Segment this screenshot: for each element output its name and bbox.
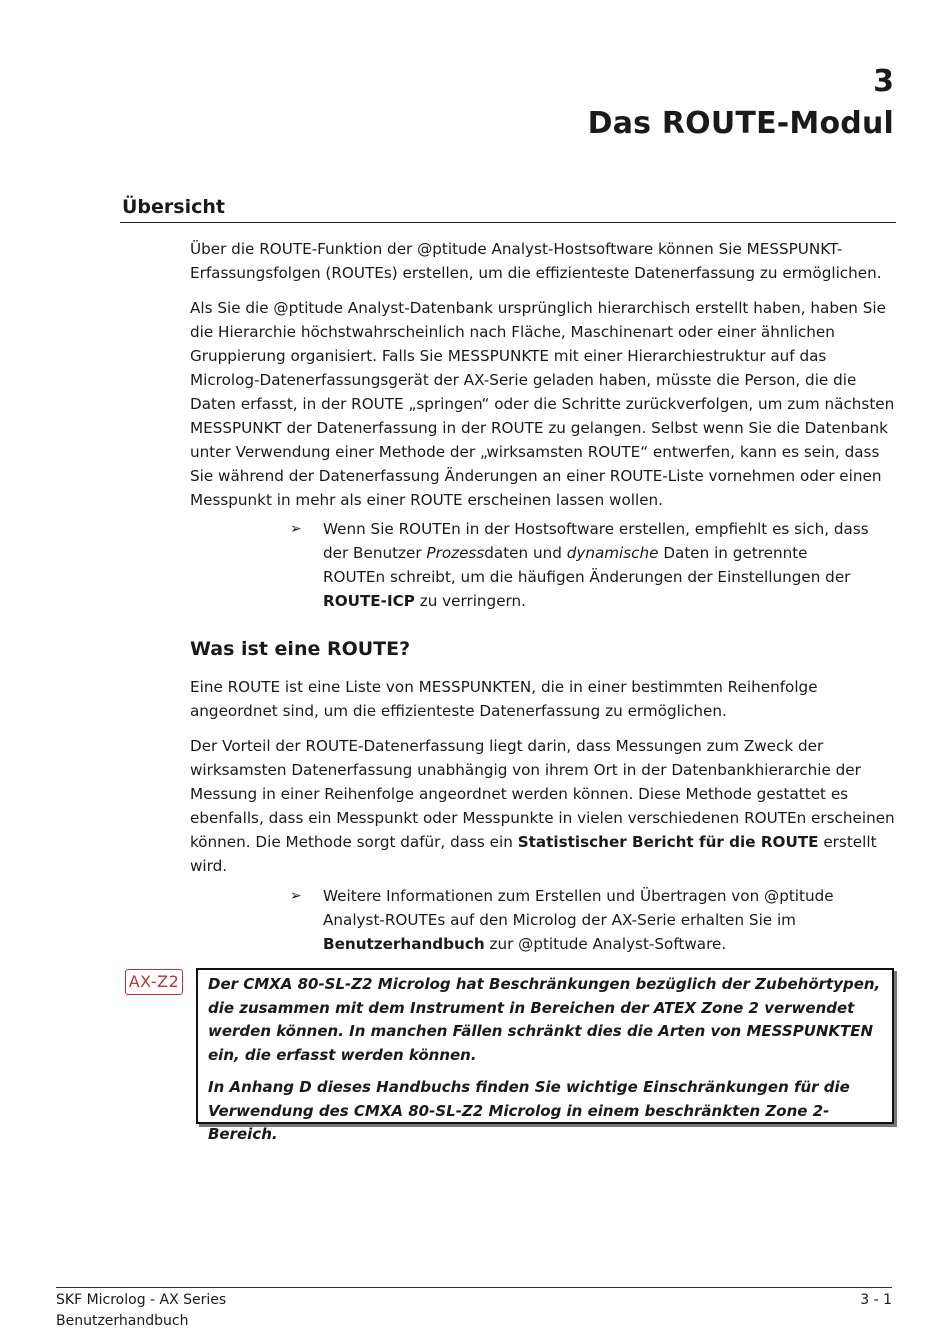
italic-term-dynamic: dynamische <box>566 544 659 562</box>
text-run: Der Vorteil der ROUTE-Datenerfassung liegt darin, dass Messungen zum Zweck der wirksamsten Datenerfassung unabhängig von ihrem Ort in der Datenbankhierarchie der Messung in einer Reihenfolge angeordnet werden können. Diese Methode gestattet es ebenfalls, dass ein Messpunkt oder Messpunkte in vielen verschiedenen ROUTEn erscheinen können. Die Methode sorgt dafür, dass ein <box>190 737 895 851</box>
chapter-title: Das ROUTE-Modul <box>587 106 894 141</box>
footer-divider <box>56 1287 892 1288</box>
text-run: zur @ptitude Analyst-Software. <box>484 935 727 953</box>
bullet-tip-1 <box>290 517 870 613</box>
text-run: erstellt wird. <box>190 833 877 875</box>
subheading-what-is-route: Was ist eine ROUTE? <box>190 638 411 660</box>
bold-term-route-icp: ROUTE-ICP <box>323 592 415 610</box>
bullet-tip-2 <box>290 884 870 956</box>
overview-paragraph-1 <box>190 237 896 285</box>
text-run: Weitere Informationen zum Erstellen und Übertragen von @ptitude Analyst-ROUTEs auf den Microlog der AX-Serie erhalten Sie im <box>323 887 834 929</box>
text-run: Daten in getrennte ROUTEn schreibt, um die häufigen Änderungen der Einstellungen der <box>323 544 851 586</box>
bold-term-user-manual: Benutzerhandbuch <box>323 935 485 953</box>
text-run: zu verringern. <box>414 592 526 610</box>
route-paragraph-2 <box>190 734 896 878</box>
footer-product: SKF Microlog - AX Series <box>56 1292 227 1308</box>
page-number: 3 - 1 <box>860 1292 892 1308</box>
note-text <box>208 973 884 1156</box>
italic-term-process: Prozess <box>426 544 485 562</box>
bullet-text <box>323 517 870 613</box>
chapter-number: 3 <box>873 64 894 99</box>
paragraph-text <box>190 734 896 878</box>
section-title: Übersicht <box>122 196 225 218</box>
text-run: daten und <box>484 544 567 562</box>
route-paragraph-1 <box>190 675 896 723</box>
note-paragraph-2: In Anhang D dieses Handbuchs finden Sie wichtige Einschränkungen für die Verwendung des CMXA 80-SL-Z2 Microlog in einem beschränkten Zone 2-Bereich. <box>208 1078 850 1143</box>
paragraph-text: Eine ROUTE ist eine Liste von MESSPUNKTEN, die in einer bestimmten Reihenfolge angeordnet sind, um die effizienteste Datenerfassung zu ermöglichen. <box>190 678 818 720</box>
arrow-bullet-icon: ➢ <box>290 521 302 537</box>
arrow-bullet-icon: ➢ <box>290 888 302 904</box>
paragraph-text: Als Sie die @ptitude Analyst-Datenbank ursprünglich hierarchisch erstellt haben, haben Sie die Hierarchie höchstwahrscheinlich nach Fläche, Maschinenart oder einer ähnlichen Gruppierung organisiert. Falls Sie MESSPUNKTE mit einer Hierarchiestruktur auf das Microlog-Datenerfassungsgerät der AX-Serie geladen haben, müsste die Person, die die Daten erfasst, in der ROUTE „springen“ oder die Schritte zurückverfolgen, um zum nächsten MESSPUNKT der Datenerfassung in der ROUTE zu gelangen. Selbst wenn Sie die Datenbank unter Verwendung einer Methode der „wirksamsten ROUTE“ entwerfen, kann es sein, dass Sie während der Datenerfassung Änderungen an einer ROUTE-Liste vornehmen oder einen Messpunkt in mehr als einer ROUTE erscheinen lassen wollen. <box>190 299 895 509</box>
overview-paragraph-2 <box>190 296 896 512</box>
paragraph-text: Über die ROUTE-Funktion der @ptitude Analyst-Hostsoftware können Sie MESSPUNKT-Erfassungsfolgen (ROUTEs) erstellen, um die effizienteste Datenerfassung zu ermöglichen. <box>190 240 882 282</box>
note-paragraph-1: Der CMXA 80-SL-Z2 Microlog hat Beschränkungen bezüglich der Zubehörtypen, die zusammen mit dem Instrument in Bereichen der ATEX Zone 2 verwendet werden können. In manchen Fällen schränkt dies die Arten von MESSPUNKTEN ein, die erfasst werden können. <box>208 975 881 1064</box>
footer-manual: Benutzerhandbuch <box>56 1313 189 1329</box>
note-box <box>196 968 894 1143</box>
ax-z2-badge-icon: AX-Z2 <box>125 969 183 995</box>
section-divider <box>120 222 896 223</box>
text-run: Wenn Sie ROUTEn in der Hostsoftware erstellen, empfiehlt es sich, dass der Benutzer <box>323 520 869 562</box>
bold-term-statistical-report: Statistischer Bericht für die ROUTE <box>517 833 819 851</box>
bullet-text <box>323 884 870 956</box>
footer-left <box>56 1290 226 1332</box>
